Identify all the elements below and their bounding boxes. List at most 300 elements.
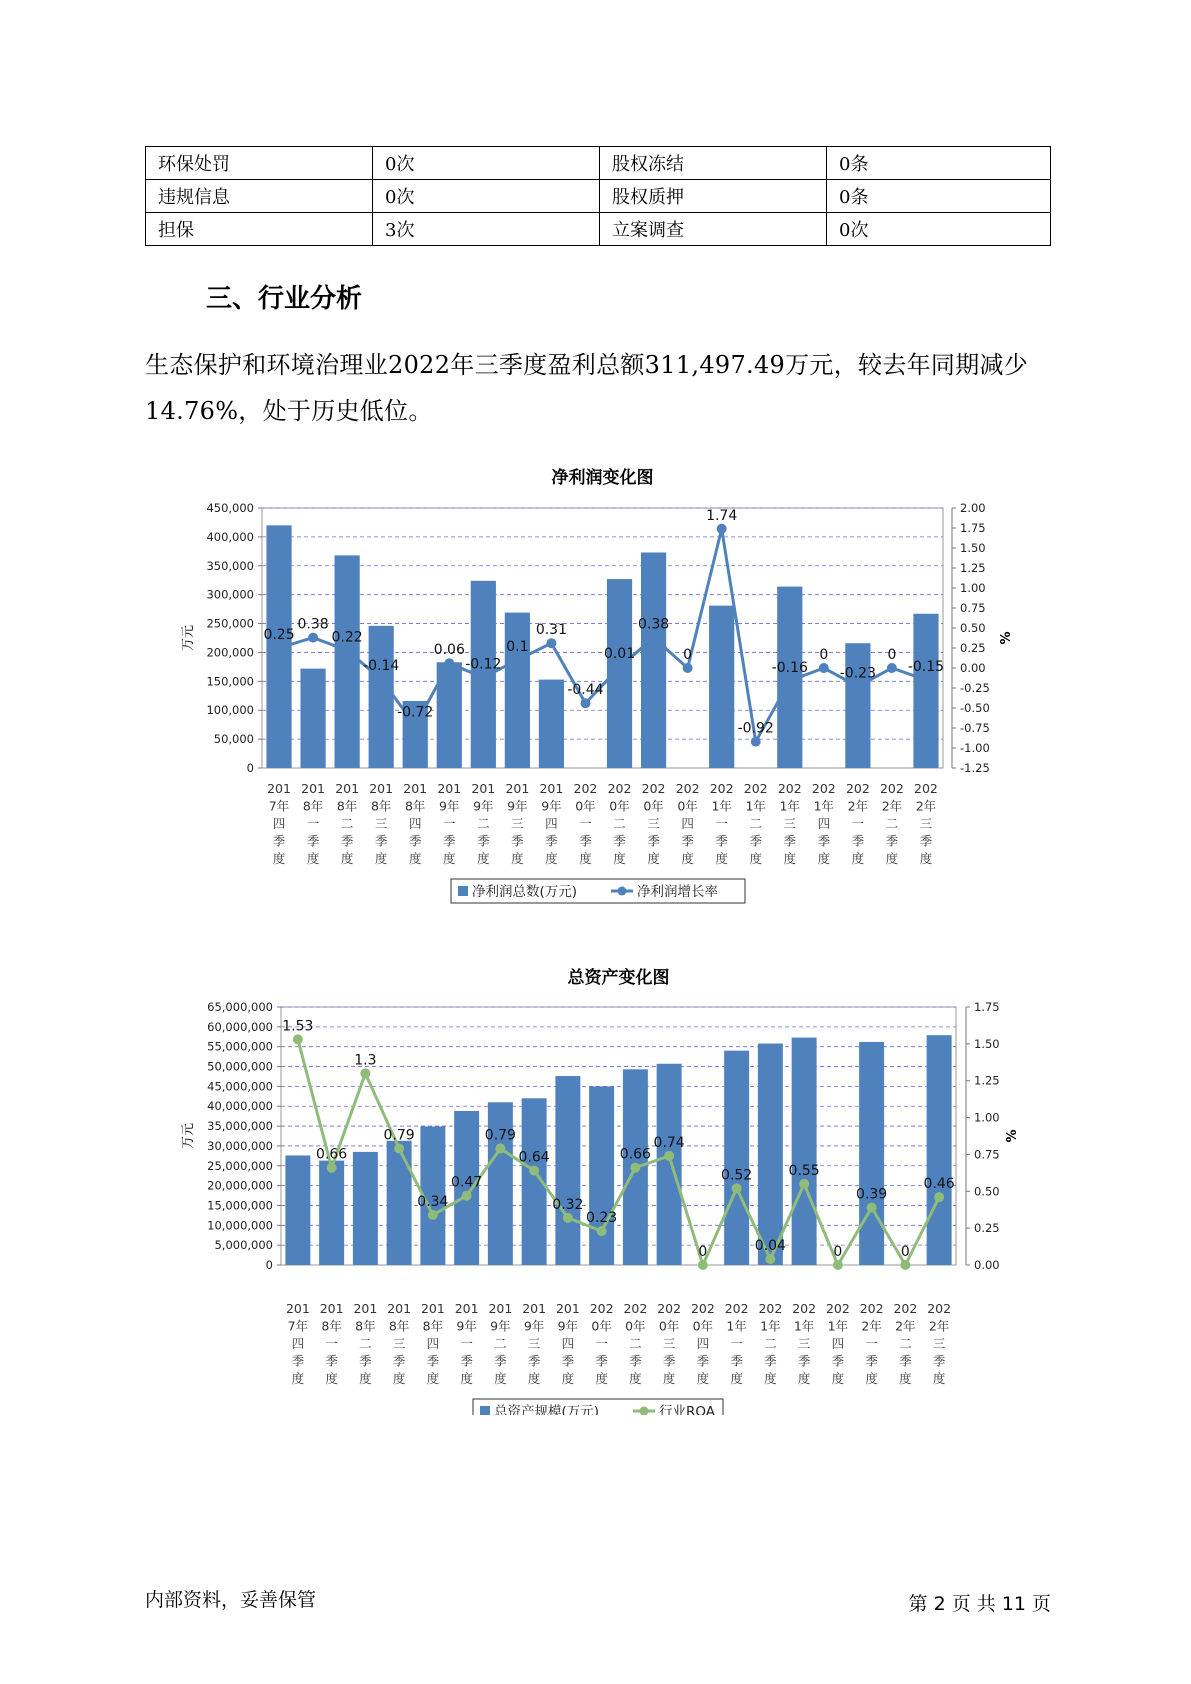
x-tick-label: 四 (817, 816, 831, 831)
line-point (410, 721, 420, 731)
x-tick-label: 季 (899, 1353, 912, 1369)
x-tick-label: 201 (471, 781, 496, 796)
line-point (900, 1260, 910, 1270)
x-tick-label: 季 (797, 1353, 811, 1369)
x-tick-label: 1年 (745, 798, 766, 814)
line-point (529, 1166, 539, 1176)
data-label: 0.79 (484, 1127, 516, 1144)
legend-line-marker (618, 887, 627, 896)
x-tick-label: 度 (545, 851, 558, 866)
line-point (751, 737, 761, 747)
line-point (478, 673, 488, 683)
data-label: -0.92 (737, 720, 774, 737)
line-point (732, 1183, 742, 1193)
bar (369, 626, 394, 768)
x-tick-label: 二 (899, 1336, 912, 1351)
y-right-axis-title: % (999, 631, 1014, 645)
x-tick-label: 度 (764, 1371, 777, 1386)
x-tick-label: 202 (724, 1301, 749, 1316)
y-left-tick-label: 400,000 (206, 529, 254, 544)
line-point (683, 663, 693, 673)
x-tick-label: 度 (932, 1371, 946, 1386)
line-point (799, 1179, 809, 1189)
data-label: 0.46 (923, 1176, 955, 1193)
x-tick-label: 201 (267, 781, 291, 796)
x-tick-label: 201 (522, 1301, 547, 1316)
footer-confidential-note: 内部资料，妥善保管 (145, 1589, 317, 1611)
data-label: -0.16 (771, 659, 808, 676)
line-point (717, 524, 727, 534)
x-tick-label: 季 (885, 833, 899, 849)
data-label: 1.3 (354, 1052, 377, 1069)
y-right-tick-label: 0.00 (960, 661, 986, 675)
x-tick-label: 7年 (268, 798, 290, 814)
x-tick-label: 四 (545, 816, 558, 831)
data-label: 1.74 (706, 507, 738, 524)
x-tick-label: 202 (811, 781, 836, 796)
x-tick-label: 季 (851, 833, 865, 849)
data-label: 0.52 (721, 1167, 753, 1184)
x-tick-label: 一 (306, 816, 320, 831)
x-tick-label: 季 (681, 833, 694, 849)
x-tick-label: 201 (454, 1301, 479, 1316)
chart-title: 总资产变化图 (567, 968, 670, 988)
x-tick-label: 202 (641, 781, 666, 796)
analysis-paragraph: 生态保护和环境治理业2022年三季度盈利总额311,497.49万元，较去年同期减少14.76%，处于历史低位。 (145, 351, 1029, 425)
x-tick-label: 度 (899, 1371, 912, 1386)
x-tick-label: 三 (374, 816, 388, 831)
y-left-axis-title: 万元 (181, 1122, 196, 1150)
x-tick-label: 一 (730, 1336, 743, 1351)
bar (589, 1086, 614, 1265)
line-point (428, 1210, 438, 1220)
line-point (867, 1203, 877, 1213)
x-tick-label: 二 (764, 1336, 777, 1351)
legend-line-label: 行业ROA (659, 1404, 716, 1415)
bar (927, 1035, 952, 1265)
x-tick-label: 季 (919, 833, 933, 849)
x-tick-label: 8年 (302, 798, 324, 814)
line-point (376, 674, 386, 684)
line-point (327, 1163, 337, 1173)
x-tick-label: 2年 (847, 798, 869, 814)
x-tick-label: 三 (662, 1336, 676, 1351)
data-label: 0.01 (603, 646, 636, 663)
data-label: 0.79 (383, 1127, 415, 1144)
x-tick-label: 一 (595, 1336, 608, 1351)
total-assets-chart (0, 955, 1191, 1415)
data-label: 0.74 (653, 1134, 685, 1151)
x-tick-label: 度 (851, 851, 865, 866)
legend-bar-label: 总资产规模(万元) (494, 1404, 600, 1415)
x-tick-label: 0年 (591, 1318, 612, 1334)
bar (505, 613, 530, 768)
y-left-tick-label: 450,000 (206, 501, 254, 515)
x-tick-label: 202 (845, 781, 870, 796)
x-tick-label: 三 (919, 816, 933, 831)
y-right-tick-label: 0.75 (974, 1147, 1000, 1162)
x-tick-label: 8年 (404, 798, 426, 814)
x-tick-label: 季 (359, 1353, 372, 1369)
x-tick-label: 季 (443, 833, 456, 849)
x-tick-label: 201 (369, 781, 394, 796)
data-label: 0 (683, 647, 693, 663)
y-right-tick-label: 0.50 (960, 621, 986, 635)
x-tick-label: 度 (340, 851, 354, 866)
x-tick-label: 202 (607, 781, 632, 796)
y-left-tick-label: 15,000,000 (207, 1198, 273, 1213)
x-tick-label: 四 (426, 1336, 440, 1351)
y-right-tick-label: 0.50 (974, 1184, 1000, 1199)
x-tick-label: 度 (561, 1371, 575, 1386)
data-label: 0.47 (451, 1174, 483, 1191)
x-tick-label: 季 (291, 1353, 305, 1369)
x-tick-label: 度 (919, 851, 933, 866)
data-label: -0.12 (465, 656, 502, 673)
line-point (765, 1254, 775, 1264)
y-left-tick-label: 55,000,000 (207, 1039, 273, 1054)
risk-info-table (145, 146, 1051, 246)
line-point (615, 662, 625, 672)
x-tick-label: 1年 (726, 1318, 747, 1334)
x-tick-label: 度 (662, 1371, 676, 1386)
x-tick-label: 202 (657, 1301, 682, 1316)
x-tick-label: 一 (325, 1336, 338, 1351)
x-tick-label: 季 (494, 1353, 507, 1369)
x-tick-label: 季 (392, 1353, 406, 1369)
line-point (887, 663, 897, 673)
x-tick-label: 2年 (915, 798, 937, 814)
x-tick-label: 8年 (336, 798, 358, 814)
x-tick-label: 202 (859, 1301, 884, 1316)
x-tick-label: 度 (797, 1371, 811, 1386)
y-left-tick-label: 45,000,000 (207, 1079, 273, 1094)
y-left-tick-label: 10,000,000 (207, 1218, 273, 1233)
table-row (146, 180, 1051, 213)
x-tick-label: 二 (477, 816, 490, 831)
x-tick-label: 二 (629, 1336, 642, 1351)
table-row (146, 147, 1051, 180)
x-tick-label: 三 (647, 816, 660, 831)
net-profit-chart (0, 455, 1191, 915)
x-tick-label: 季 (460, 1353, 473, 1369)
x-tick-label: 季 (749, 833, 762, 849)
x-tick-label: 度 (783, 851, 797, 866)
x-tick-label: 季 (715, 833, 728, 849)
data-label: 0.32 (552, 1196, 584, 1213)
x-tick-label: 202 (914, 781, 938, 796)
data-label: 0.64 (518, 1149, 550, 1166)
x-tick-label: 9年 (523, 1318, 545, 1334)
bar (913, 614, 938, 768)
data-label: 0 (887, 647, 897, 663)
line-point (921, 675, 931, 685)
total-assets-chart-svg (0, 955, 1191, 1415)
x-tick-label: 度 (408, 851, 422, 866)
table-cell: 环保处罚 (146, 147, 373, 180)
x-tick-label: 201 (505, 781, 530, 796)
x-tick-label: 0年 (692, 1318, 714, 1334)
x-tick-label: 季 (613, 833, 626, 849)
x-tick-label: 0年 (658, 1318, 680, 1334)
x-tick-label: 三 (392, 1336, 406, 1351)
y-right-tick-label: -0.25 (960, 681, 990, 695)
bar (845, 643, 870, 768)
x-tick-label: 度 (647, 851, 660, 866)
footer-page-number: 第 2 页 共 11 页 (908, 1593, 1051, 1615)
x-tick-label: 一 (865, 1336, 878, 1351)
x-tick-label: 一 (579, 816, 592, 831)
line-point (274, 643, 284, 653)
line-point (664, 1151, 674, 1161)
x-tick-label: 一 (851, 816, 865, 831)
line-point (934, 1192, 944, 1202)
x-tick-label: 三 (797, 1336, 811, 1351)
x-tick-label: 201 (403, 781, 428, 796)
line-point (819, 663, 829, 673)
data-label: 0.06 (433, 642, 465, 659)
line-point (546, 638, 556, 648)
legend-bar-label: 净利润总数(万元) (472, 884, 578, 900)
x-tick-label: 0年 (643, 798, 664, 814)
plot-area (262, 508, 943, 768)
y-left-tick-label: 60,000,000 (207, 1019, 273, 1034)
x-tick-label: 202 (777, 781, 802, 796)
x-tick-label: 季 (579, 833, 592, 849)
line-point (308, 633, 318, 643)
data-label: 0.38 (297, 616, 329, 633)
legend-bar-swatch (458, 886, 468, 896)
x-tick-label: 季 (865, 1353, 878, 1369)
x-tick-label: 度 (885, 851, 899, 866)
y-left-tick-label: 0 (265, 1258, 273, 1272)
x-tick-label: 9年 (507, 798, 528, 814)
bar (555, 1076, 580, 1265)
x-tick-label: 201 (301, 781, 326, 796)
data-label: 0.38 (637, 616, 670, 633)
x-tick-label: 度 (595, 1371, 608, 1386)
x-tick-label: 2年 (881, 798, 903, 814)
line-point (444, 658, 454, 668)
x-tick-label: 二 (494, 1336, 507, 1351)
table-row (146, 213, 1051, 246)
y-left-tick-label: 0 (246, 761, 254, 775)
x-tick-label: 度 (527, 1371, 541, 1386)
table-cell: 担保 (146, 213, 373, 246)
chart-title: 净利润变化图 (551, 468, 654, 488)
line-point (394, 1144, 404, 1154)
x-tick-label: 202 (589, 1301, 614, 1316)
data-label: 0.39 (856, 1186, 888, 1203)
y-right-tick-label: 0.25 (974, 1221, 1000, 1236)
x-tick-label: 度 (715, 851, 728, 866)
x-tick-label: 季 (374, 833, 388, 849)
x-tick-label: 度 (681, 851, 694, 866)
bar (319, 1161, 344, 1265)
bar (335, 555, 360, 768)
x-tick-label: 202 (927, 1301, 952, 1316)
y-right-tick-label: 0.00 (974, 1258, 1000, 1272)
x-tick-label: 四 (272, 816, 286, 831)
line-point (833, 1260, 843, 1270)
data-label: 0.34 (417, 1193, 449, 1210)
x-tick-label: 二 (613, 816, 626, 831)
x-tick-label: 三 (527, 1336, 541, 1351)
x-tick-label: 季 (545, 833, 558, 849)
x-tick-label: 9年 (456, 1318, 477, 1334)
x-tick-label: 度 (696, 1371, 710, 1386)
line-point (360, 1068, 370, 1078)
x-tick-label: 201 (319, 1301, 344, 1316)
x-tick-label: 1年 (793, 1318, 815, 1334)
net-profit-chart-svg (0, 455, 1191, 915)
table-cell: 0条 (827, 180, 1051, 213)
data-label: 0 (819, 647, 829, 663)
x-tick-label: 度 (494, 1371, 507, 1386)
x-tick-label: 202 (792, 1301, 817, 1316)
table-cell: 0次 (373, 147, 600, 180)
x-tick-label: 四 (291, 1336, 305, 1351)
y-left-tick-label: 40,000,000 (207, 1099, 273, 1114)
x-tick-label: 201 (353, 1301, 378, 1316)
x-tick-label: 度 (817, 851, 831, 866)
x-tick-label: 二 (340, 816, 354, 831)
y-left-tick-label: 150,000 (206, 674, 254, 689)
x-tick-label: 一 (460, 1336, 473, 1351)
y-right-axis-title: % (1005, 1129, 1020, 1143)
x-tick-label: 1年 (813, 798, 835, 814)
x-tick-label: 202 (690, 1301, 715, 1316)
table-cell: 股权质押 (600, 180, 827, 213)
data-label: -0.14 (363, 658, 400, 675)
data-label: 0.04 (754, 1238, 786, 1255)
table-cell: 股权冻结 (600, 147, 827, 180)
line-point (462, 1191, 472, 1201)
x-tick-label: 四 (681, 816, 694, 831)
x-tick-label: 季 (764, 1353, 777, 1369)
x-tick-label: 季 (932, 1353, 946, 1369)
data-label: 0.23 (586, 1210, 618, 1227)
x-tick-label: 季 (340, 833, 354, 849)
x-tick-label: 0年 (625, 1318, 646, 1334)
x-tick-label: 9年 (541, 798, 562, 814)
x-tick-label: 季 (306, 833, 320, 849)
y-left-tick-label: 100,000 (206, 703, 254, 718)
x-tick-label: 8年 (388, 1318, 410, 1334)
y-left-tick-label: 200,000 (206, 645, 254, 660)
line-point (495, 1144, 505, 1154)
x-tick-label: 度 (865, 1371, 878, 1386)
x-tick-label: 三 (932, 1336, 946, 1351)
x-tick-label: 度 (392, 1371, 406, 1386)
x-tick-label: 季 (325, 1353, 338, 1369)
y-right-tick-label: 1.25 (960, 561, 986, 575)
plot-area (281, 1007, 956, 1265)
x-tick-label: 1年 (827, 1318, 849, 1334)
x-tick-label: 度 (460, 1371, 473, 1386)
line-point (649, 633, 659, 643)
x-tick-label: 201 (420, 1301, 445, 1316)
data-label: 0 (900, 1244, 910, 1260)
x-tick-label: 度 (613, 851, 626, 866)
bar (859, 1042, 884, 1265)
x-tick-label: 季 (730, 1353, 743, 1369)
line-point (698, 1260, 708, 1270)
x-tick-label: 季 (662, 1353, 676, 1369)
x-tick-label: 季 (817, 833, 831, 849)
x-tick-label: 度 (272, 851, 286, 866)
x-tick-label: 四 (408, 816, 422, 831)
y-left-tick-label: 35,000,000 (207, 1119, 273, 1134)
line-point (580, 698, 590, 708)
x-tick-label: 0年 (677, 798, 698, 814)
x-tick-label: 202 (893, 1301, 918, 1316)
table-cell: 0次 (373, 180, 600, 213)
x-tick-label: 四 (696, 1336, 710, 1351)
x-tick-label: 季 (696, 1353, 710, 1369)
y-right-tick-label: 1.75 (960, 521, 986, 535)
x-tick-label: 度 (325, 1371, 338, 1386)
x-tick-label: 季 (561, 1353, 575, 1369)
x-tick-label: 201 (539, 781, 564, 796)
y-right-tick-label: 2.00 (960, 501, 986, 515)
y-right-tick-label: 0.25 (960, 641, 986, 655)
x-tick-label: 四 (831, 1336, 845, 1351)
x-tick-label: 8年 (422, 1318, 444, 1334)
x-tick-label: 1年 (779, 798, 801, 814)
table-cell: 立案调查 (600, 213, 827, 246)
bar (758, 1044, 783, 1265)
y-right-tick-label: -1.00 (960, 741, 990, 755)
y-right-tick-label: -1.25 (960, 761, 990, 775)
bar (285, 1155, 310, 1265)
bar (300, 669, 325, 768)
x-tick-label: 202 (743, 781, 768, 796)
x-tick-label: 2年 (928, 1318, 950, 1334)
x-tick-label: 8年 (370, 798, 392, 814)
y-left-tick-label: 5,000,000 (214, 1238, 273, 1253)
x-tick-label: 7年 (287, 1318, 309, 1334)
x-tick-label: 0年 (575, 798, 596, 814)
line-point (630, 1163, 640, 1173)
x-tick-label: 度 (831, 1371, 845, 1386)
y-right-tick-label: 1.00 (960, 581, 986, 595)
table-cell: 3次 (373, 213, 600, 246)
x-tick-label: 202 (709, 781, 734, 796)
x-tick-label: 二 (359, 1336, 372, 1351)
x-tick-label: 季 (272, 833, 286, 849)
x-tick-label: 季 (783, 833, 797, 849)
y-right-tick-label: -0.50 (960, 701, 990, 715)
x-tick-label: 201 (488, 1301, 513, 1316)
x-tick-label: 一 (443, 816, 456, 831)
x-tick-label: 度 (374, 851, 388, 866)
y-right-tick-label: 1.25 (974, 1073, 1000, 1088)
x-tick-label: 2年 (861, 1318, 882, 1334)
y-left-tick-label: 350,000 (206, 558, 254, 573)
x-tick-label: 201 (387, 1301, 412, 1316)
x-tick-label: 0年 (609, 798, 630, 814)
bar (641, 552, 666, 768)
x-tick-label: 202 (675, 781, 700, 796)
bar (607, 579, 632, 768)
x-tick-label: 季 (408, 833, 422, 849)
data-label: 0 (833, 1244, 843, 1260)
line-point (342, 645, 352, 655)
x-tick-label: 二 (885, 816, 899, 831)
bar (539, 680, 564, 768)
x-tick-label: 季 (595, 1353, 608, 1369)
